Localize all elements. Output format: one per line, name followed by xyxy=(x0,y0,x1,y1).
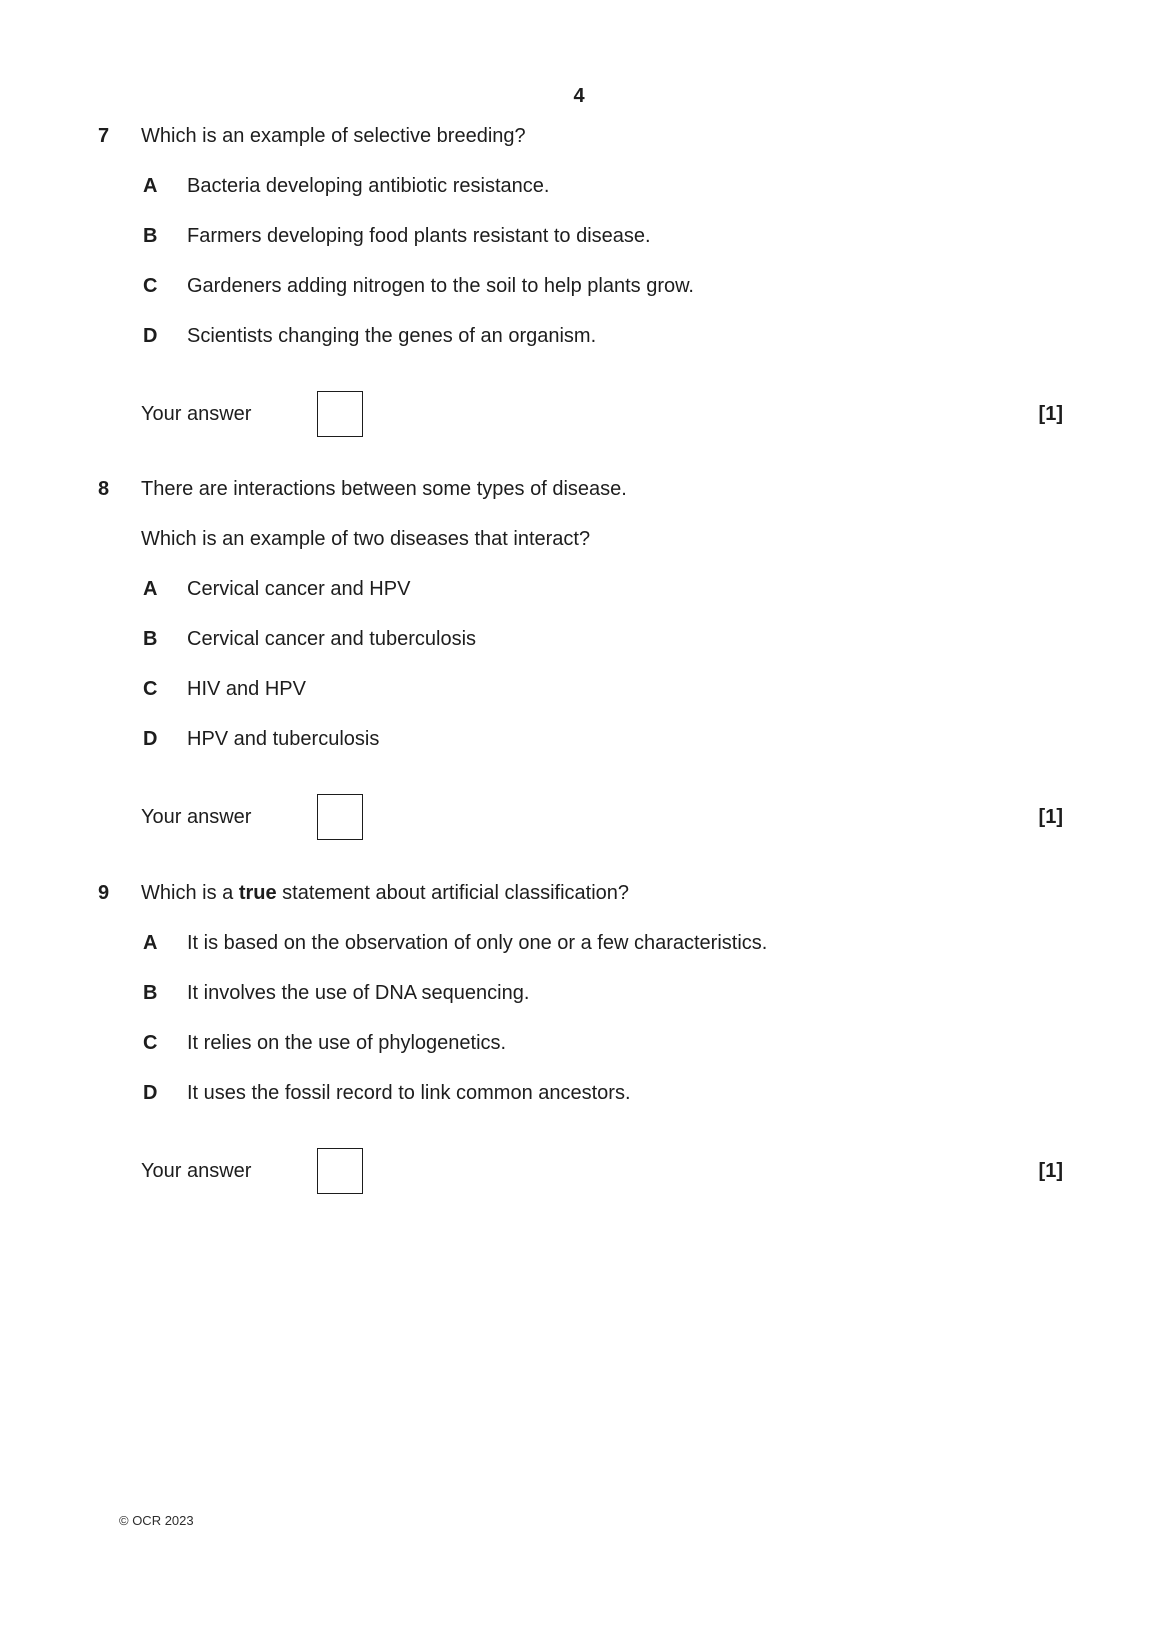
option-text: It involves the use of DNA sequencing. xyxy=(187,982,530,1004)
marks-badge: [1] xyxy=(1038,1160,1063,1182)
option-letter: B xyxy=(143,982,158,1004)
question-number: 8 xyxy=(98,478,110,500)
question-prompt-line-2: Which is an example of two diseases that interact? xyxy=(141,528,591,550)
question-9 xyxy=(98,881,1063,1195)
question-7 xyxy=(98,124,1063,438)
option-letter: C xyxy=(143,678,158,700)
option-c xyxy=(98,1031,1063,1055)
option-letter: B xyxy=(143,225,158,247)
answer-box-q7[interactable] xyxy=(317,391,363,437)
option-d xyxy=(98,727,1063,751)
option-d xyxy=(98,1081,1063,1105)
option-text: HIV and HPV xyxy=(187,678,306,700)
page-number: 4 xyxy=(573,85,585,107)
option-c xyxy=(98,274,1063,298)
option-b xyxy=(98,981,1063,1005)
option-letter: C xyxy=(143,1032,158,1054)
option-a xyxy=(98,174,1063,198)
prompt-segment: Which is a xyxy=(141,882,239,904)
option-text: It relies on the use of phylogenetics. xyxy=(187,1032,507,1054)
question-8-prompt-row-2 xyxy=(98,527,1063,551)
option-text: Cervical cancer and HPV xyxy=(187,578,411,600)
question-number: 9 xyxy=(98,882,110,904)
answer-row xyxy=(98,1147,1063,1195)
option-letter: D xyxy=(143,1082,158,1104)
question-prompt: Which is an example of selective breeding? xyxy=(141,125,526,147)
option-text: It is based on the observation of only one or a few characteristics. xyxy=(187,932,768,954)
option-letter: B xyxy=(143,628,158,650)
option-text: Farmers developing food plants resistant to disease. xyxy=(187,225,651,247)
option-letter: A xyxy=(143,175,158,197)
prompt-segment: statement about artificial classification? xyxy=(276,882,630,904)
option-letter: D xyxy=(143,728,158,750)
answer-label: Your answer xyxy=(141,806,252,828)
option-letter: A xyxy=(143,932,158,954)
option-letter: C xyxy=(143,275,158,297)
option-b xyxy=(98,224,1063,248)
question-8 xyxy=(98,477,1063,841)
option-text: Scientists changing the genes of an organism. xyxy=(187,325,597,347)
question-prompt xyxy=(141,881,1063,905)
answer-label: Your answer xyxy=(141,403,252,425)
question-8-prompt-row xyxy=(98,477,1063,501)
option-text: Gardeners adding nitrogen to the soil to help plants grow. xyxy=(187,275,694,297)
prompt-bold-word: true xyxy=(238,882,277,904)
option-letter: A xyxy=(143,578,158,600)
marks-badge: [1] xyxy=(1038,806,1063,828)
answer-box-q8[interactable] xyxy=(317,794,363,840)
answer-box-q9[interactable] xyxy=(317,1148,363,1194)
option-text: Bacteria developing antibiotic resistance. xyxy=(187,175,550,197)
answer-label: Your answer xyxy=(141,1160,252,1182)
copyright-footer: © OCR 2023 xyxy=(119,1513,194,1528)
option-a xyxy=(98,931,1063,955)
option-text: It uses the fossil record to link common ancestors. xyxy=(187,1082,631,1104)
question-prompt: There are interactions between some types of disease. xyxy=(141,478,627,500)
marks-badge: [1] xyxy=(1038,403,1063,425)
answer-row xyxy=(98,390,1063,438)
option-c xyxy=(98,677,1063,701)
option-a xyxy=(98,577,1063,601)
question-7-prompt-row xyxy=(98,124,1063,148)
option-letter: D xyxy=(143,325,158,347)
option-text: Cervical cancer and tuberculosis xyxy=(187,628,477,650)
answer-row xyxy=(98,793,1063,841)
option-text: HPV and tuberculosis xyxy=(187,728,380,750)
question-9-prompt-row xyxy=(98,881,1063,905)
option-d xyxy=(98,324,1063,348)
option-b xyxy=(98,627,1063,651)
question-number: 7 xyxy=(98,125,110,147)
